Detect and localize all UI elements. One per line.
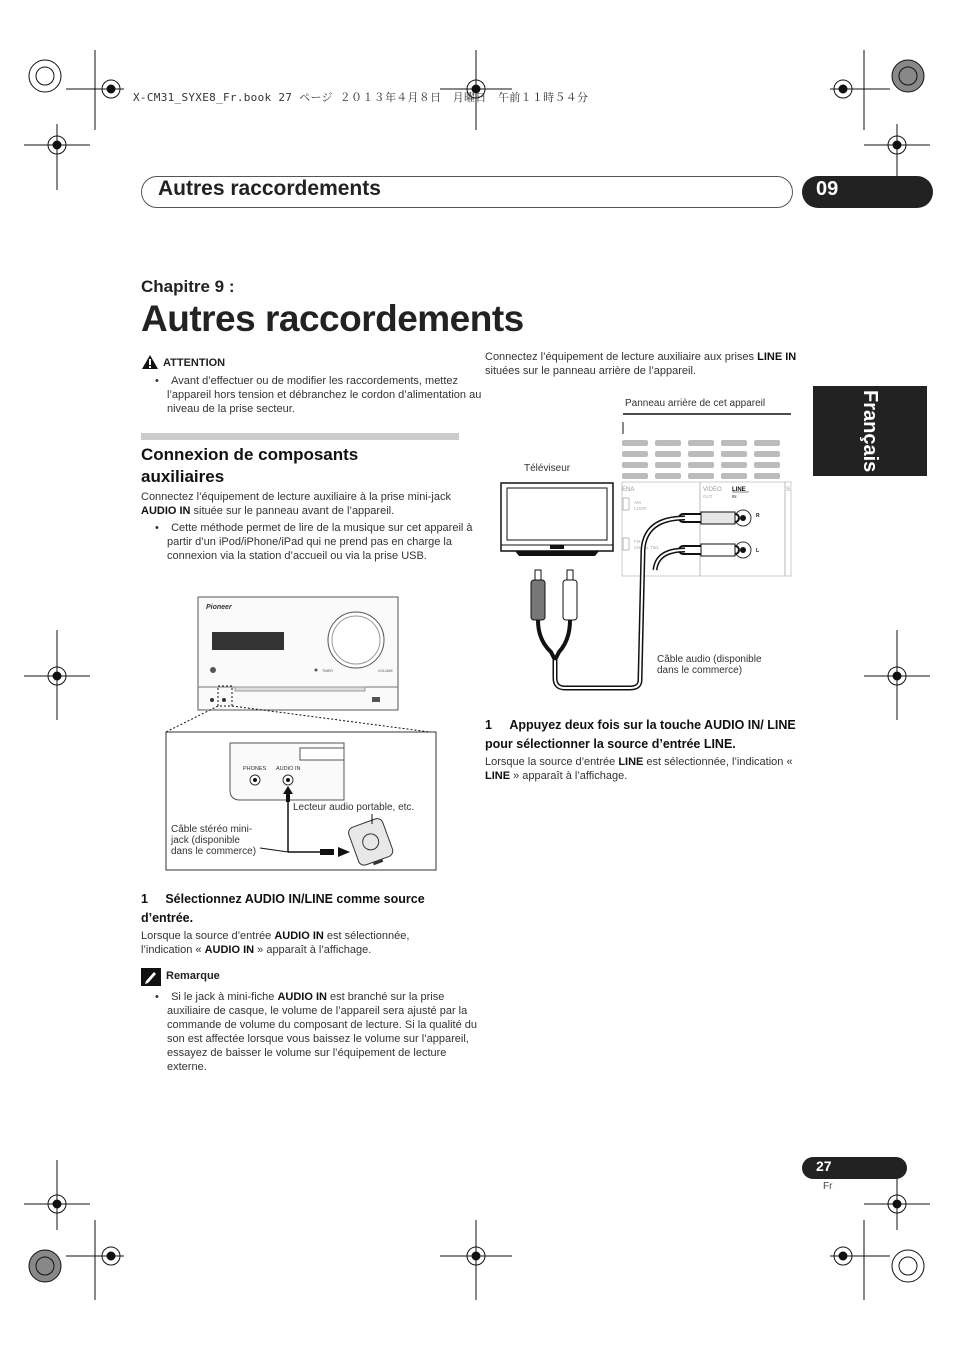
s-label: S: [786, 487, 791, 493]
attention-bullet: • Avant d’effectuer ou de modifier les raccordements, mettez l’appareil hors tension et débranchez le cordon d’alimentation au niveau de la prise secteur.: [155, 375, 482, 415]
page-title: Autres raccordements: [141, 298, 524, 339]
fm-label: FM: [634, 539, 641, 544]
tv-label: Téléviseur: [524, 463, 571, 474]
page-language: Fr: [823, 1181, 833, 1192]
step1-left-desc: [141, 929, 459, 957]
timer-label: TIMER: [322, 669, 333, 673]
step1-left-desc-bold1: AUDIO IN: [274, 930, 324, 942]
right-intro: [485, 350, 800, 378]
step1-right-desc-c: » apparaît à l’affichage.: [510, 770, 628, 782]
attention-title: ATTENTION: [163, 357, 226, 369]
video-label: VIDEO: [703, 487, 722, 493]
step1-left-desc-c: » apparaît à l’affichage.: [254, 944, 372, 956]
intro-text-a: Connectez l’équipement de lecture auxiliaire à la prise mini-jack: [141, 491, 451, 503]
chapter-number: 09: [816, 178, 839, 200]
cable-label-line1: Câble stéréo mini-: [171, 824, 253, 835]
book-header-line: X-CM31_SYXE8_Fr.book 27 ページ ２０１３年４月８日 月曜日 午前１１時５４分: [133, 91, 589, 104]
remark-bullet: • Si le jack à mini-fiche AUDIO IN est branché sur la prise auxiliaire de casque, le volume de l’appareil sera ajusté par la commande de volume du composant de lecture. Si la qualité du son est affectée lorsque vous baissez le volume sur l’appareil, essayez de baisser le volume sur l’équipement de lecture externe.: [155, 991, 478, 1073]
section-bullet-text: Cette méthode permet de lire de la musique sur cet appareil à partir d’un iPod/iPhone/iPad qui ne prend pas en charge la connexion via la station d’accueil ou via la prise USB.: [167, 522, 473, 562]
attention-bullet-text: Avant d’effectuer ou de modifier les raccordements, mettez l’appareil hors tension et débranchez le cordon d’alimentation au niveau de la prise secteur.: [167, 375, 482, 415]
step1-left-heading: [141, 890, 461, 928]
step1-right-desc-bold1: LINE: [618, 756, 644, 768]
step1-left-desc-bold2: AUDIO IN: [204, 944, 255, 956]
brand-logo: Pioneer: [206, 604, 232, 611]
section-intro: [141, 490, 459, 518]
unbal-label: UNBAL 75Ω: [634, 545, 659, 550]
step1-right-heading: [485, 716, 803, 754]
chapter-label: Chapitre 9 :: [141, 277, 235, 296]
page-number: 27: [816, 1158, 832, 1174]
ena-label: ENA: [622, 487, 635, 493]
step1-left-desc-b: est sélectionnée, l’indication «: [141, 930, 410, 956]
section-title: Connexion de composants auxiliaires: [141, 445, 359, 486]
line-label: LINE: [732, 487, 746, 493]
step1-left-number: 1: [141, 892, 148, 906]
portable-player-label: Lecteur audio portable, etc.: [293, 802, 415, 813]
step1-left-text: Sélectionnez AUDIO IN/LINE comme source d’entrée.: [141, 892, 425, 925]
remark-text-b: est branché sur la prise auxiliaire de casque, le volume de l’appareil sera ajusté par la commande de volume du composant de lecture. Si la qualité du son est affectée lorsque vous baissez le volume sur l’appareil, essayez de baisser le volume sur l’équipement de lecture externe.: [167, 991, 478, 1073]
intro-bold: AUDIO IN: [141, 505, 191, 517]
r-label: R: [756, 513, 760, 519]
audio-cable-label-line2: dans le commerce): [657, 665, 743, 676]
section-bullet: • Cette méthode permet de lire de la musique sur cet appareil à partir d’un iPod/iPhone/iPad qui ne prend pas en charge la connexion via la station d’accueil ou via la prise USB.: [155, 522, 473, 562]
step1-right-desc: [485, 755, 803, 783]
step1-right-desc-a: Lorsque la source d’entrée: [485, 756, 619, 768]
step1-right-desc-bold2: LINE: [485, 770, 511, 782]
rear-panel-label: Panneau arrière de cet appareil: [625, 398, 766, 409]
cable-label: [171, 824, 256, 857]
remark-bold: AUDIO IN: [277, 991, 327, 1003]
cable-label-line2: jack (disponible: [171, 835, 240, 846]
warning-icon: [141, 354, 159, 370]
section-divider: [141, 433, 459, 440]
audio-cable-label: [657, 654, 762, 676]
volume-label: VOLUME: [378, 669, 393, 673]
step1-right-desc-b: est sélectionnée, l’indication «: [643, 756, 793, 768]
video-out-label: OUT: [703, 494, 713, 499]
intro-text-b: située sur le panneau avant de l’appareil.: [190, 505, 395, 517]
right-intro-b: situées sur le panneau arrière de l’appareil.: [485, 365, 696, 377]
l-label: L: [756, 548, 760, 554]
step1-right-number: 1: [485, 718, 492, 732]
loop-label: LOOP: [634, 506, 647, 511]
phones-label: PHONES: [243, 766, 267, 772]
right-intro-a: Connectez l’équipement de lecture auxiliaire aux prises: [485, 351, 758, 363]
am-label: AM: [634, 500, 641, 505]
audio-cable-label-line1: Câble audio (disponible: [657, 654, 762, 665]
remark-text-a: Si le jack à mini-fiche: [171, 991, 278, 1003]
line-in-label: IN: [732, 494, 737, 499]
audio-in-label: AUDIO IN: [276, 766, 301, 772]
language-tab-label: Français: [859, 389, 881, 473]
header-title: Autres raccordements: [158, 177, 381, 200]
remark-title: Remarque: [166, 970, 220, 982]
right-intro-bold: LINE IN: [757, 351, 797, 363]
cable-label-line3: dans le commerce): [171, 846, 257, 857]
note-icon: [141, 968, 161, 986]
step1-left-desc-a: Lorsque la source d’entrée: [141, 930, 275, 942]
step1-right-text: Appuyez deux fois sur la touche AUDIO IN/ LINE pour sélectionner la source d’entrée LINE.: [485, 718, 796, 751]
